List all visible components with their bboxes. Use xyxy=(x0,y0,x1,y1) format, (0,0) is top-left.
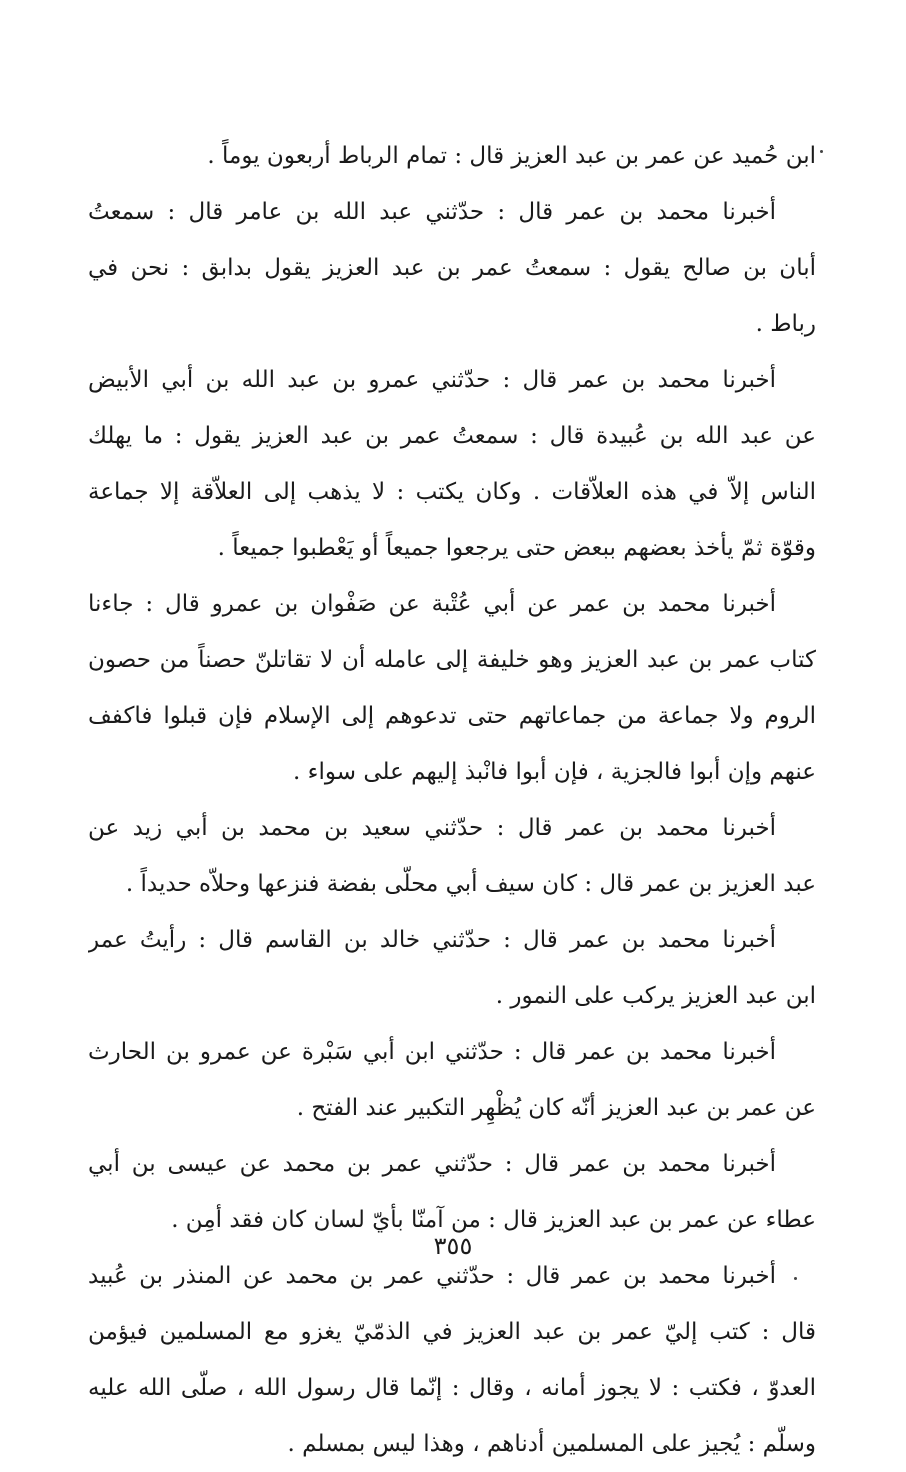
print-speck xyxy=(794,1277,797,1280)
text-line: ابن حُميد عن عمر بن عبد العزيز قال : تمام الرباط أربعون يوماً . xyxy=(207,143,816,169)
page-number: ٣٥٥ xyxy=(433,1232,473,1260)
text-line: عبد العزيز بن عمر قال : كان سيف أبي محلّى بفضة فنزعها وحلاّه حديداً . xyxy=(125,871,816,897)
text-line: ابن عبد العزيز يركب على النمور . xyxy=(495,983,816,1009)
text-line: أخبرنا محمد بن عمر قال : حدّثني عبد الله بن عامر قال : سمعتُ xyxy=(88,199,776,225)
paragraph xyxy=(88,128,816,184)
text-line: أخبرنا محمد بن عمر عن أبي عُتْبة عن صَفْوان بن عمرو قال : جاءنا xyxy=(88,591,776,617)
text-line: أخبرنا محمد بن عمر قال : حدّثني سعيد بن محمد بن أبي زيد عن xyxy=(88,815,776,841)
text-line: قال : كتب إليّ عمر بن عبد العزيز في الذمّيّ يغزو مع المسلمين فيؤمن xyxy=(88,1319,816,1345)
text-line: عن عمر بن عبد العزيز أنّه كان يُظْهِر التكبير عند الفتح . xyxy=(296,1095,816,1121)
text-line: العدوّ ، فكتب : لا يجوز أمانه ، وقال : إنّما قال رسول الله ، صلّى الله عليه xyxy=(88,1375,816,1401)
paragraph xyxy=(88,1248,816,1472)
body-text xyxy=(88,128,816,1472)
text-line: أخبرنا محمد بن عمر قال : حدّثني عمر بن محمد عن المنذر بن عُبيد xyxy=(88,1263,776,1289)
paragraph xyxy=(88,184,816,352)
print-speck xyxy=(820,150,823,153)
paragraph xyxy=(88,576,816,800)
text-line: عن عبد الله بن عُبيدة قال : سمعتُ عمر بن عبد العزيز يقول : ما يهلك xyxy=(88,423,816,449)
text-line: أخبرنا محمد بن عمر قال : حدّثني عمرو بن عبد الله بن أبي الأبيض xyxy=(88,367,776,393)
paragraph xyxy=(88,352,816,576)
text-line: أخبرنا محمد بن عمر قال : حدّثني عمر بن محمد عن عيسى بن أبي xyxy=(88,1151,776,1177)
text-line: أبان بن صالح يقول : سمعتُ عمر بن عبد العزيز يقول بدابق : نحن في xyxy=(88,255,816,281)
text-line: أخبرنا محمد بن عمر قال : حدّثني خالد بن القاسم قال : رأيتُ عمر xyxy=(88,927,776,953)
text-line: عنهم وإن أبوا فالجزية ، فإن أبوا فانْبذ إليهم على سواء . xyxy=(293,759,816,785)
text-line: وقوّة ثمّ يأخذ بعضهم ببعض حتى يرجعوا جميعاً أو يَعْطبوا جميعاً . xyxy=(217,535,816,561)
text-line: الروم ولا جماعة من جماعاتهم حتى تدعوهم إلى الإسلام فإن قبلوا فاكفف xyxy=(88,703,816,729)
paragraph xyxy=(88,912,816,1024)
text-line: عطاء عن عمر بن عبد العزيز قال : من آمنّا بأيّ لسان كان فقد أمِن . xyxy=(171,1207,816,1233)
text-line: أخبرنا محمد بن عمر قال : حدّثني ابن أبي سَبْرة عن عمرو بن الحارث xyxy=(88,1039,776,1065)
text-line: رباط . xyxy=(755,311,816,337)
text-line: وسلّم : يُجيز على المسلمين أدناهم ، وهذا ليس بمسلم . xyxy=(287,1431,816,1457)
paragraph xyxy=(88,1024,816,1136)
text-line: كتاب عمر بن عبد العزيز وهو خليفة إلى عامله أن لا تقاتلنّ حصناً من حصون xyxy=(88,647,816,673)
text-line: الناس إلاّ في هذه العلاّقات . وكان يكتب : لا يذهب إلى العلاّقة إلا جماعة xyxy=(88,479,816,505)
paragraph xyxy=(88,800,816,912)
